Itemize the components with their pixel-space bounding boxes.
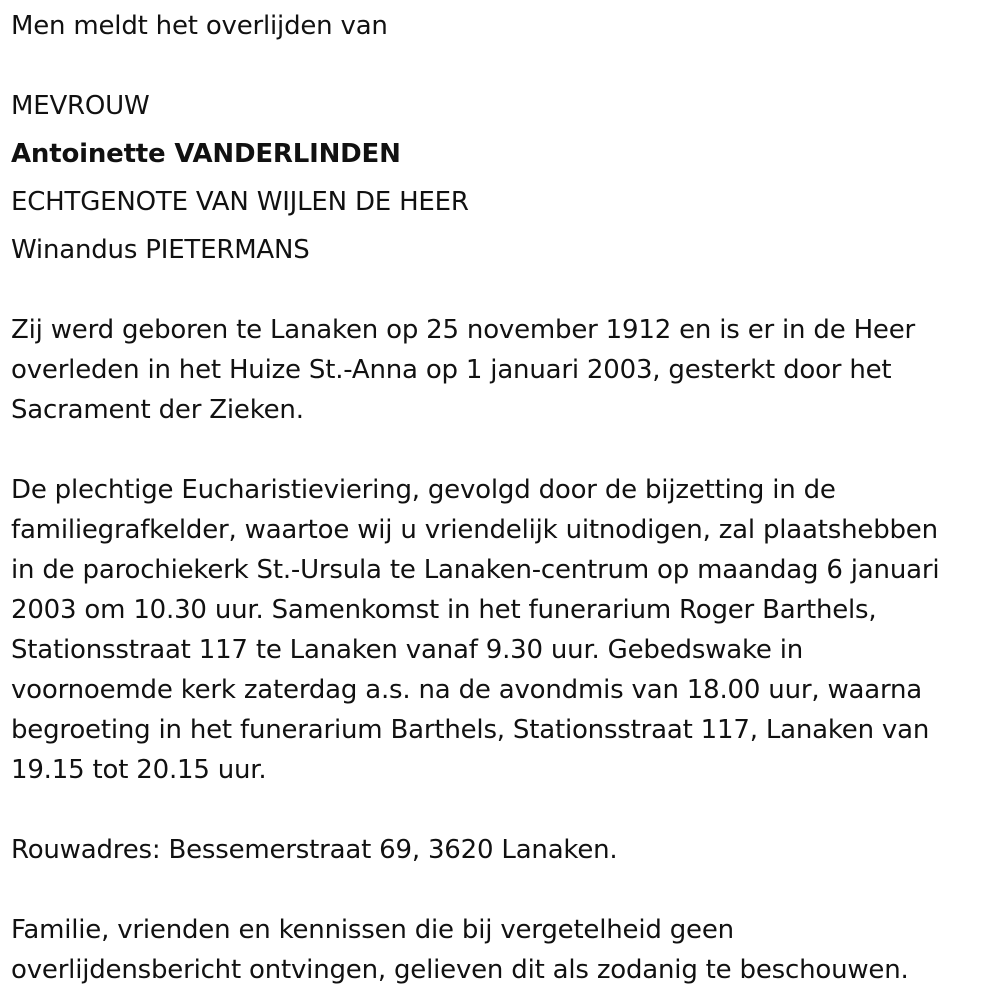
closing-paragraph	[11, 910, 909, 990]
honorific-title: MEVROUW	[11, 91, 150, 121]
ceremony-paragraph	[11, 470, 939, 790]
paragraph-line: begroeting in het funerarium Barthels, Stationsstraat 117, Lanaken van	[11, 715, 930, 745]
intro-line: Men meldt het overlijden van	[11, 11, 388, 41]
paragraph-line: voornoemde kerk zaterdag a.s. na de avondmis van 18.00 uur, waarna	[11, 675, 923, 705]
birth-death-paragraph	[11, 310, 915, 430]
spouse-label: ECHTGENOTE VAN WIJLEN DE HEER	[11, 187, 469, 217]
deceased-name: Antoinette VANDERLINDEN	[11, 139, 401, 169]
paragraph-line: in de parochiekerk St.-Ursula te Lanaken-centrum op maandag 6 januari	[11, 555, 940, 585]
spouse-name: Winandus PIETERMANS	[11, 235, 310, 265]
paragraph-line: 19.15 tot 20.15 uur.	[11, 755, 267, 785]
mourning-address: Rouwadres: Bessemerstraat 69, 3620 Lanaken.	[11, 835, 618, 865]
paragraph-line: overlijdensbericht ontvingen, gelieven dit als zodanig te beschouwen.	[11, 955, 909, 985]
paragraph-line: 2003 om 10.30 uur. Samenkomst in het funerarium Roger Barthels,	[11, 595, 877, 625]
paragraph-line: familiegrafkelder, waartoe wij u vriendelijk uitnodigen, zal plaatshebben	[11, 515, 938, 545]
paragraph-line: Familie, vrienden en kennissen die bij vergetelheid geen	[11, 915, 734, 945]
paragraph-line: Stationsstraat 117 te Lanaken vanaf 9.30 uur. Gebedswake in	[11, 635, 804, 665]
paragraph-line: Zij werd geboren te Lanaken op 25 november 1912 en is er in de Heer	[11, 315, 916, 345]
paragraph-line: overleden in het Huize St.-Anna op 1 januari 2003, gesterkt door het	[11, 355, 892, 385]
paragraph-line: Sacrament der Zieken.	[11, 395, 304, 425]
paragraph-line: De plechtige Eucharistieviering, gevolgd door de bijzetting in de	[11, 475, 836, 505]
